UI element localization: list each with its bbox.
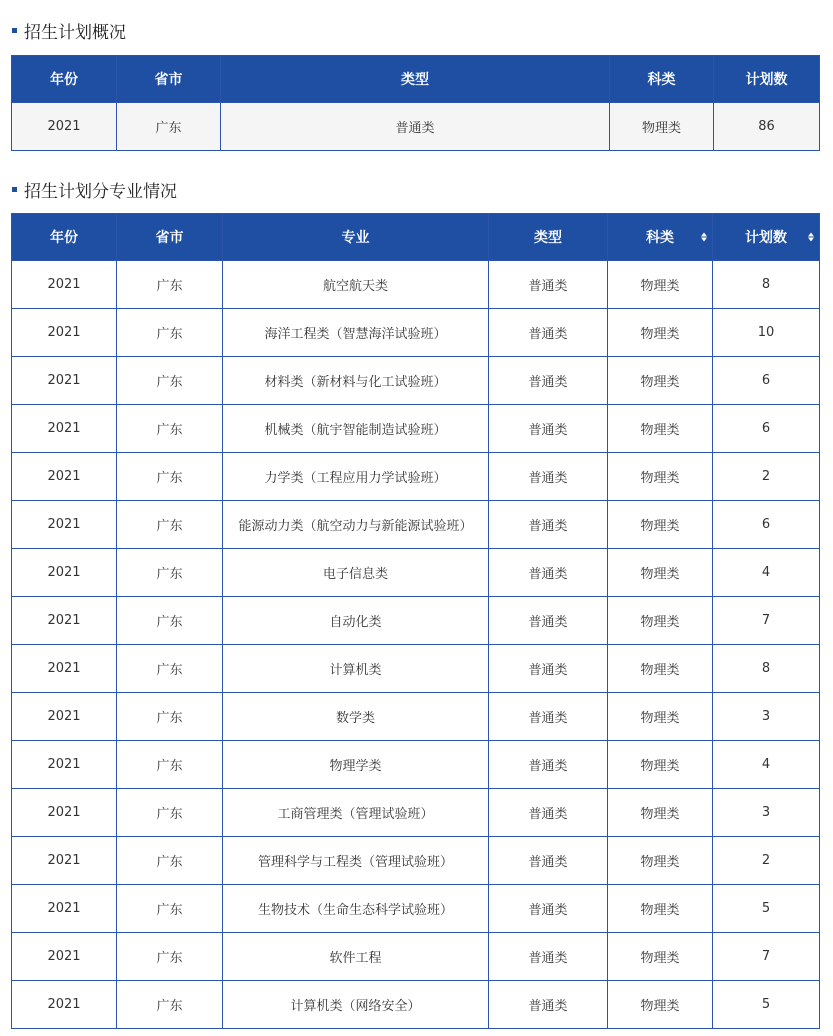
cell-province: 广东 [117,885,223,933]
cell-major: 物理学类 [223,741,489,789]
header-category-label: 科类 [646,230,674,246]
cell-plan-count: 8 [713,261,820,309]
table-row [12,103,820,151]
sort-icon[interactable] [808,233,814,242]
cell-province: 广东 [117,103,221,151]
cell-category: 物理类 [608,789,713,837]
cell-plan-count: 6 [713,357,820,405]
cell-province: 广东 [117,309,223,357]
cell-plan-count: 3 [713,693,820,741]
table-row [12,261,820,309]
cell-year: 2021 [12,405,117,453]
cell-plan-count: 8 [713,645,820,693]
table-row [12,741,820,789]
cell-type: 普通类 [489,405,608,453]
overview-table [11,55,820,151]
table-row [12,789,820,837]
cell-major: 计算机类（网络安全） [223,981,489,1029]
header-category[interactable] [608,214,713,261]
header-plan-count[interactable] [713,214,820,261]
cell-plan-count: 6 [713,501,820,549]
cell-type: 普通类 [221,103,610,151]
table-row [12,693,820,741]
cell-province: 广东 [117,261,223,309]
cell-type: 普通类 [489,789,608,837]
cell-year: 2021 [12,933,117,981]
cell-major: 力学类（工程应用力学试验班） [223,453,489,501]
table-row [12,453,820,501]
cell-category: 物理类 [608,741,713,789]
table-row [12,309,820,357]
cell-type: 普通类 [489,453,608,501]
cell-category: 物理类 [608,309,713,357]
header-type: 类型 [221,56,610,103]
cell-province: 广东 [117,981,223,1029]
section-title-text: 招生计划分专业情况 [24,182,177,202]
cell-year: 2021 [12,789,117,837]
cell-province: 广东 [117,549,223,597]
cell-plan-count: 4 [713,549,820,597]
cell-province: 广东 [117,645,223,693]
section-title-overview [12,18,126,43]
cell-province: 广东 [117,789,223,837]
cell-category: 物理类 [608,693,713,741]
cell-type: 普通类 [489,693,608,741]
header-year: 年份 [12,56,117,103]
cell-year: 2021 [12,885,117,933]
cell-province: 广东 [117,501,223,549]
cell-plan-count: 5 [713,981,820,1029]
cell-year: 2021 [12,501,117,549]
table-row [12,933,820,981]
header-plan-count-label: 计划数 [745,230,787,246]
cell-year: 2021 [12,597,117,645]
cell-plan-count: 7 [713,933,820,981]
cell-year: 2021 [12,837,117,885]
header-year: 年份 [12,214,117,261]
table-row [12,645,820,693]
cell-type: 普通类 [489,309,608,357]
cell-type: 普通类 [489,645,608,693]
cell-major: 海洋工程类（智慧海洋试验班） [223,309,489,357]
cell-category: 物理类 [608,837,713,885]
cell-province: 广东 [117,837,223,885]
table-row [12,981,820,1029]
cell-year: 2021 [12,261,117,309]
cell-major: 生物技术（生命生态科学试验班） [223,885,489,933]
table-row [12,597,820,645]
cell-year: 2021 [12,741,117,789]
table-row [12,405,820,453]
cell-category: 物理类 [608,597,713,645]
cell-category: 物理类 [610,103,714,151]
cell-plan-count: 6 [713,405,820,453]
cell-type: 普通类 [489,357,608,405]
bullet-icon [12,187,17,192]
cell-province: 广东 [117,693,223,741]
cell-province: 广东 [117,933,223,981]
cell-type: 普通类 [489,837,608,885]
table-header-row [12,56,820,103]
cell-type: 普通类 [489,501,608,549]
table-header-row [12,214,820,261]
cell-year: 2021 [12,309,117,357]
cell-year: 2021 [12,357,117,405]
cell-plan-count: 4 [713,741,820,789]
cell-plan-count: 2 [713,453,820,501]
cell-type: 普通类 [489,261,608,309]
header-category: 科类 [610,56,714,103]
cell-plan-count: 10 [713,309,820,357]
cell-major: 软件工程 [223,933,489,981]
cell-plan-count: 7 [713,597,820,645]
cell-type: 普通类 [489,597,608,645]
cell-type: 普通类 [489,549,608,597]
sort-icon[interactable] [701,233,707,242]
cell-major: 工商管理类（管理试验班） [223,789,489,837]
header-major: 专业 [223,214,489,261]
cell-category: 物理类 [608,885,713,933]
section-title-text: 招生计划概况 [24,23,126,43]
table-row [12,885,820,933]
cell-year: 2021 [12,981,117,1029]
bullet-icon [12,28,17,33]
table-row [12,837,820,885]
cell-province: 广东 [117,453,223,501]
cell-category: 物理类 [608,453,713,501]
header-province: 省市 [117,214,223,261]
cell-major: 自动化类 [223,597,489,645]
cell-category: 物理类 [608,261,713,309]
cell-year: 2021 [12,645,117,693]
cell-province: 广东 [117,597,223,645]
cell-category: 物理类 [608,981,713,1029]
cell-year: 2021 [12,693,117,741]
cell-major: 数学类 [223,693,489,741]
cell-province: 广东 [117,405,223,453]
cell-type: 普通类 [489,741,608,789]
cell-plan-count: 5 [713,885,820,933]
cell-plan-count: 2 [713,837,820,885]
cell-plan-count: 3 [713,789,820,837]
cell-major: 能源动力类（航空动力与新能源试验班） [223,501,489,549]
cell-province: 广东 [117,741,223,789]
table-row [12,357,820,405]
cell-category: 物理类 [608,645,713,693]
section-title-majors [12,177,177,202]
header-plan-count: 计划数 [714,56,820,103]
cell-major: 管理科学与工程类（管理试验班） [223,837,489,885]
header-province: 省市 [117,56,221,103]
cell-category: 物理类 [608,357,713,405]
cell-category: 物理类 [608,549,713,597]
table-row [12,501,820,549]
cell-category: 物理类 [608,501,713,549]
header-type: 类型 [489,214,608,261]
cell-plan-count: 86 [714,103,820,151]
cell-major: 材料类（新材料与化工试验班） [223,357,489,405]
cell-category: 物理类 [608,933,713,981]
cell-major: 机械类（航宇智能制造试验班） [223,405,489,453]
cell-major: 计算机类 [223,645,489,693]
cell-year: 2021 [12,103,117,151]
majors-table [11,213,820,1029]
cell-type: 普通类 [489,981,608,1029]
cell-province: 广东 [117,357,223,405]
cell-category: 物理类 [608,405,713,453]
cell-type: 普通类 [489,933,608,981]
cell-year: 2021 [12,549,117,597]
cell-major: 电子信息类 [223,549,489,597]
cell-type: 普通类 [489,885,608,933]
table-row [12,549,820,597]
cell-major: 航空航天类 [223,261,489,309]
cell-year: 2021 [12,453,117,501]
